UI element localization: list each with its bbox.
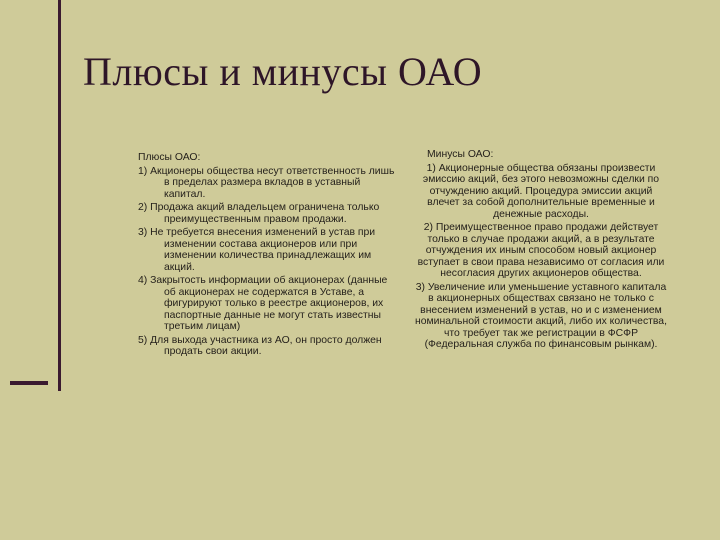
cons-column bbox=[415, 149, 667, 353]
cons-item: 2) Преимущественное право продажи действует только в случае продажи акций, а в результате отчуждения их иным способом новый акционер вступает в свои права независимо от согласия или несогласия других акционеров общества. bbox=[417, 222, 665, 279]
pros-item: 1) Акционеры общества несут ответственность лишь в пределах размера вкладов в уставный капитал. bbox=[138, 165, 395, 200]
cons-item: 1) Акционерные общества обязаны произвести эмиссию акций, без этого невозможны сделки по отчуждению акций. Процедура эмиссии акций влечет за собой дополнительные временные и денежные расходы. bbox=[422, 162, 660, 220]
pros-item: 4) Закрытость информации об акционерах (данные об акционерах не содержатся в Уставе, а фигурируют только в реестре акционеров, их паспортные данные не могут стать известны третьим лицам) bbox=[138, 275, 388, 332]
pros-column bbox=[138, 152, 400, 360]
pros-item: 5) Для выхода участника из АО, он просто должен продать свои акции. bbox=[138, 334, 382, 357]
pros-item: 3) Не требуется внесения изменений в устав при изменении состава акционеров или при изменении количества принадлежащих им акций. bbox=[138, 227, 376, 273]
pros-item: 2) Продажа акций владельцем ограничена только преимущественным правом продажи. bbox=[138, 202, 380, 225]
pros-heading: Плюсы ОАО: bbox=[138, 152, 201, 163]
decorative-horizontal-line bbox=[10, 381, 48, 385]
cons-heading: Минусы ОАО: bbox=[427, 149, 494, 160]
decorative-vertical-line bbox=[58, 0, 61, 391]
slide-title: Плюсы и минусы ОАО bbox=[83, 49, 483, 94]
cons-item: 3) Увеличение или уменьшение уставного капитала в акционерных обществах связано не только с внесением изменений в устав, но и с изменением номинальной стоимости акций, либо их количества, что требует так же регистрации в ФСФР (Федеральная служба по финансовым рынкам). bbox=[415, 281, 667, 350]
